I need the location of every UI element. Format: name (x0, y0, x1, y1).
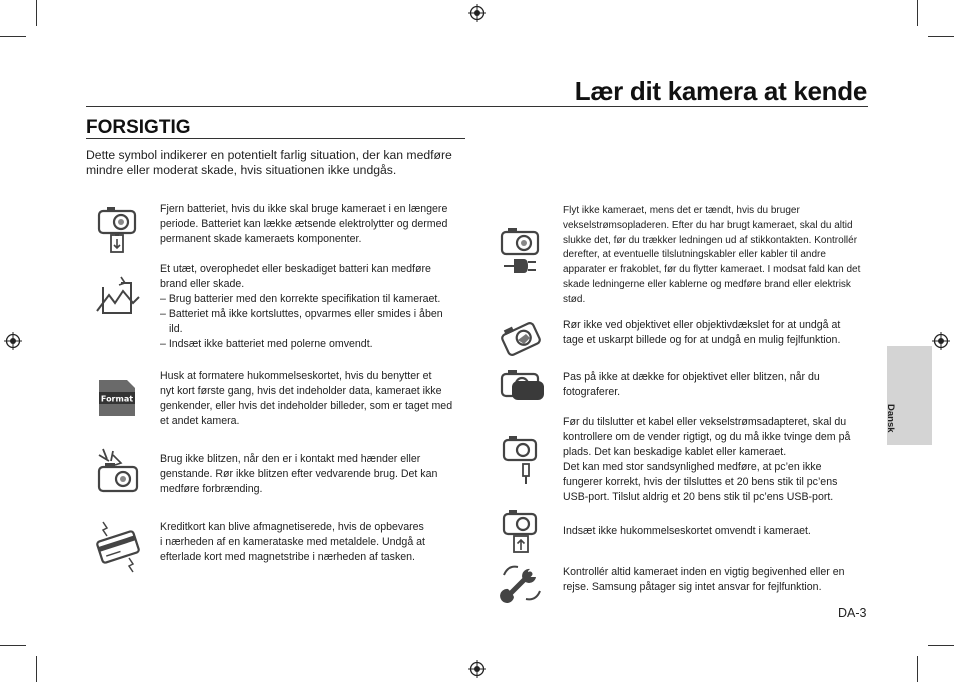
caution-text: Pas på ikke at dække for objektivet eller blitzen, når du fotograferer. (563, 371, 820, 398)
crop-mark (917, 656, 918, 682)
credit-card-icon (95, 520, 141, 574)
caution-text: Kontrollér altid kameraet inden en vigtig begivenhed eller en rejse. Samsung påtager sig intet ansvar for fejlfunktion. (563, 566, 845, 593)
registration-mark-icon (468, 660, 486, 678)
crop-mark (928, 645, 954, 646)
registration-mark-icon (468, 4, 486, 22)
broken-battery-icon (95, 273, 141, 317)
crop-mark (0, 645, 26, 646)
crop-mark (928, 36, 954, 37)
caution-text: Et utæt, overophedet eller beskadiget batteri kan medføre brand eller skade. – Brug batterier med den korrekte specifikation til kameraet. – Batteriet må ikke kortsluttes, opvarmes eller smides i åben ild. – Indsæt ikke batteriet med polerne omvendt. (160, 263, 443, 350)
wrench-icon (500, 561, 544, 605)
section-title: FORSIGTIG (86, 117, 191, 138)
crop-mark (36, 656, 37, 682)
caution-text: Indsæt ikke hukommelseskortet omvendt i kameraet. (563, 525, 811, 537)
caution-text: Kreditkort kan blive afmagnetiserede, hvis de opbevares i nærheden af en kamerataske med metaldele. Undgå at efterlade kort med magnetstribe i nærheden af tasken. (160, 521, 425, 563)
language-tab-label: Dansk (885, 404, 896, 433)
section-divider (86, 138, 465, 139)
intro-text: Dette symbol indikerer en potentielt farlig situation, der kan medføre mindre eller moderat skade, hvis situationen ikke undgås. (86, 148, 452, 177)
caution-text: Flyt ikke kameraet, mens det er tændt, hvis du bruger vekselstrømsopladeren. Efter du har brugt kameraet, skal du altid slukke det, før du trækker ledningen ud af stikkontakten. Kontrollér derefter, at eventuelle tilslutningskabler eller kabler til andre apparater er frakoblet, før du flytter kameraet. I modsat fald kan det skade ledningerne eller kablerne og medføre brand eller elektrisk stød. (563, 205, 861, 305)
camera-covered-icon (500, 368, 546, 402)
camera-plug-icon (500, 226, 542, 276)
camera-card-insert-icon (502, 508, 542, 554)
registration-mark-icon (932, 332, 950, 350)
caution-text: Husk at formatere hukommelseskortet, hvis du benytter et nyt kort første gang, hvis det indeholder data, kameraet ikke genkender, eller hvis det indeholder billeder, som er taget med et andet kamera. (160, 370, 453, 427)
camera-cable-icon (502, 434, 542, 486)
registration-mark-icon (4, 332, 22, 350)
camera-touch-lens-icon (500, 318, 542, 360)
crop-mark (0, 36, 26, 37)
page-number: DA-3 (838, 606, 867, 620)
crop-mark (917, 0, 918, 26)
svg-text:Format: Format (100, 394, 134, 404)
caution-text: Rør ikke ved objektivet eller objektivdækslet for at undgå at tage et uskarpt billede og for at undgå en mulig fejlfunktion. (563, 319, 841, 346)
caution-text: Fjern batteriet, hvis du ikke skal bruge kameraet i en længere periode. Batteriet kan lække ætsende elektrolytter og dermed permanent skade kameraets komponenter. (160, 203, 448, 245)
flash-burn-icon (95, 447, 141, 495)
caution-text: Brug ikke blitzen, når den er i kontakt med hænder eller genstande. Rør ikke blitzen efter vedvarende brug. Det kan medføre forbrænding. (160, 453, 438, 495)
crop-mark (36, 0, 37, 26)
title-divider (86, 106, 868, 107)
camera-battery-icon (97, 203, 139, 255)
format-card-icon (97, 378, 137, 418)
caution-text: Før du tilslutter et kabel eller vekselstrømsadapteret, skal du kontrollere om de vender rigtigt, og du må ikke tvinge dem på plads. Det kan beskadige kablet eller kameraet. Det kan med stor sandsynlighed medføre, at pc’en ikke fungerer korrekt, hvis der tilsluttes et 20 bens stik til pc’ens USB-port. Tilslut aldrig et 20 bens stik til pc’ens USB-port. (563, 416, 851, 503)
page-title: Lær dit kamera at kende (574, 76, 867, 106)
